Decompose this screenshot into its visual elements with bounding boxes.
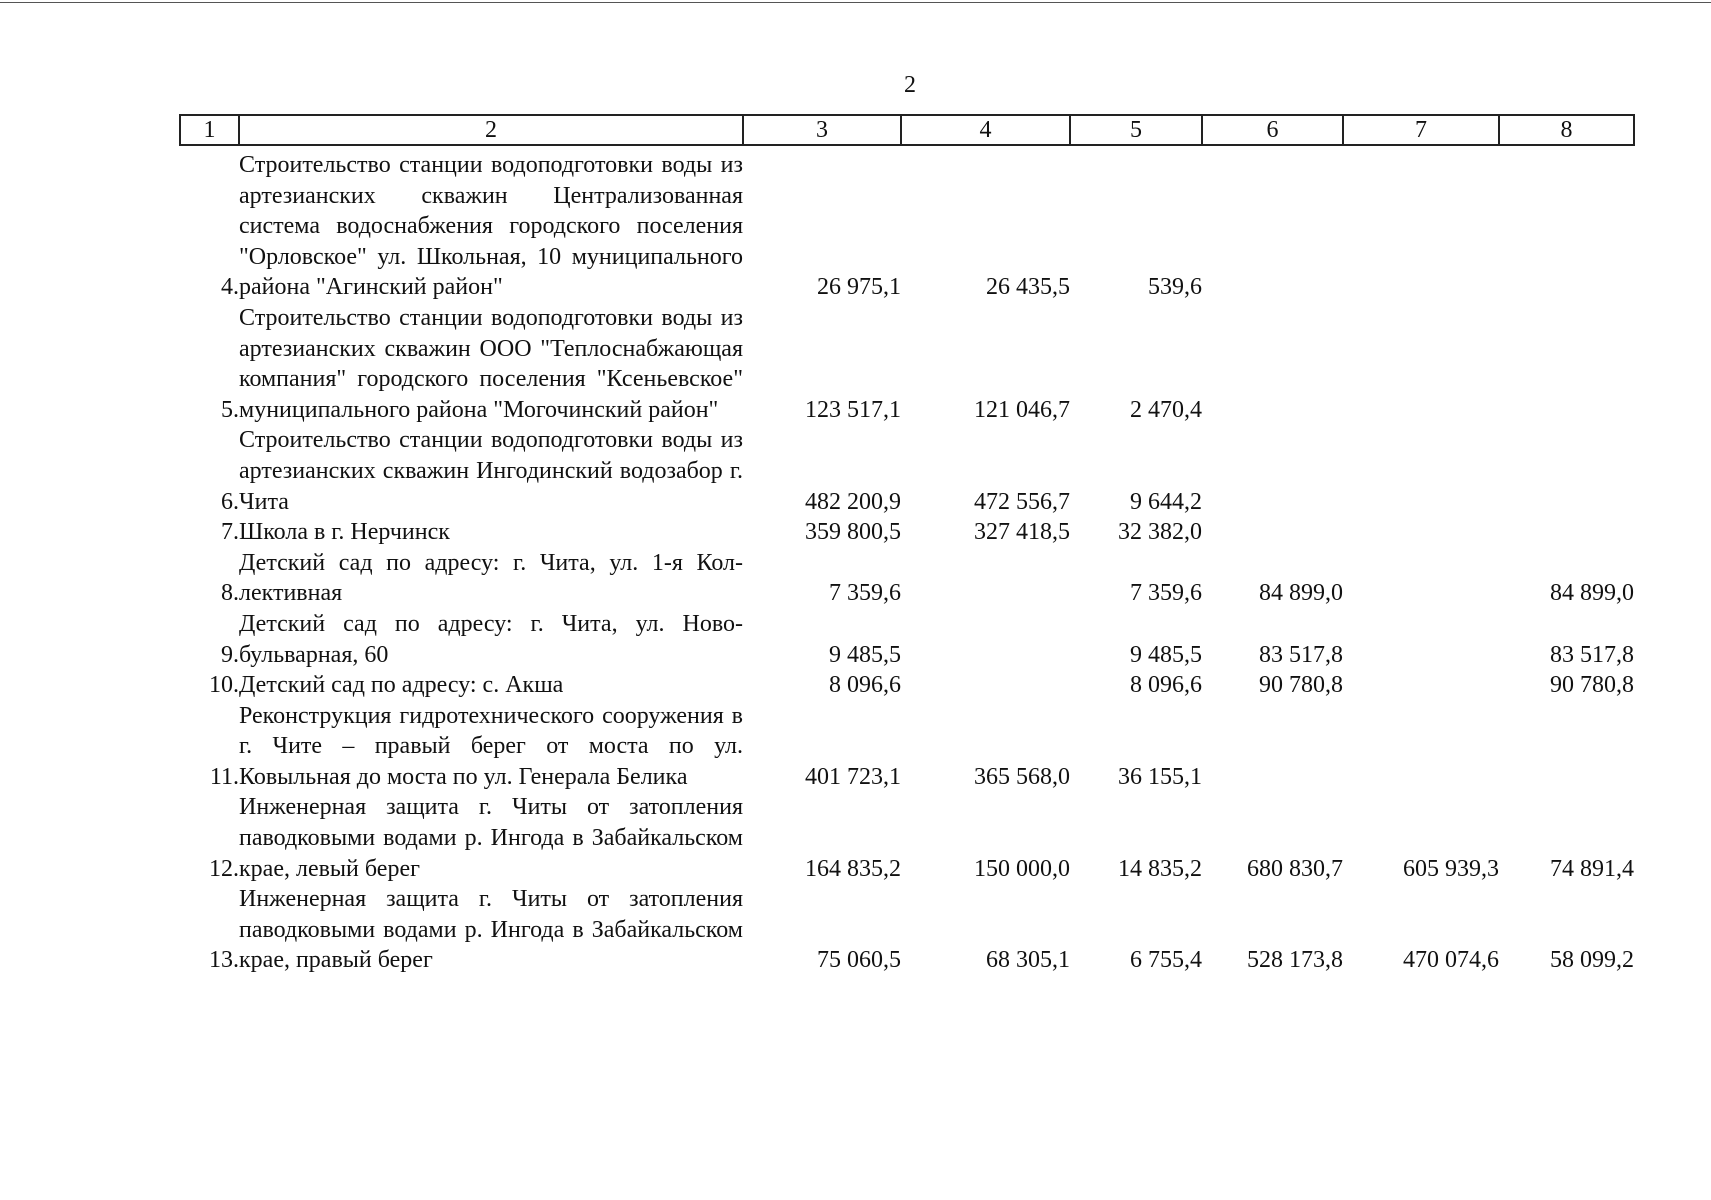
col-3-value: 164 835,2 bbox=[805, 855, 901, 882]
col-6-value bbox=[1202, 145, 1343, 303]
col-6-value: 90 780,8 bbox=[1259, 672, 1343, 699]
col-3-value: 123 517,1 bbox=[805, 396, 901, 423]
column-header: 1 bbox=[180, 115, 239, 145]
column-header: 6 bbox=[1202, 115, 1343, 145]
col-6-value: 84 899,0 bbox=[1259, 580, 1343, 607]
col-5-value: 8 096,6 bbox=[1130, 672, 1202, 699]
table-row bbox=[180, 517, 1634, 548]
col-7-value bbox=[1343, 609, 1499, 670]
column-header: 2 bbox=[239, 115, 743, 145]
row-number: 7. bbox=[221, 519, 239, 546]
col-7-value: 605 939,3 bbox=[1403, 855, 1499, 882]
project-name: Инженерная защита г. Читы от затопления паводковыми водами р. Ингода в Забайкальском крае, левый берег bbox=[239, 794, 743, 882]
table-row bbox=[180, 792, 1634, 884]
col-7-value bbox=[1343, 145, 1499, 303]
col-3-value: 9 485,5 bbox=[829, 641, 901, 668]
col-6-value: 83 517,8 bbox=[1259, 641, 1343, 668]
col-6-value bbox=[1202, 303, 1343, 425]
col-5-value: 14 835,2 bbox=[1118, 855, 1202, 882]
col-7-value bbox=[1343, 548, 1499, 609]
col-5-value: 6 755,4 bbox=[1130, 947, 1202, 974]
col-8-value: 74 891,4 bbox=[1550, 855, 1634, 882]
table-row bbox=[180, 548, 1634, 609]
col-4-value: 327 418,5 bbox=[974, 519, 1070, 546]
col-4-value: 365 568,0 bbox=[974, 763, 1070, 790]
col-5-value: 7 359,6 bbox=[1130, 580, 1202, 607]
table-row bbox=[180, 425, 1634, 517]
col-7-value bbox=[1343, 303, 1499, 425]
col-5-value: 539,6 bbox=[1148, 274, 1202, 301]
col-7-value: 470 074,6 bbox=[1403, 947, 1499, 974]
column-header: 5 bbox=[1070, 115, 1202, 145]
col-8-value: 90 780,8 bbox=[1550, 672, 1634, 699]
project-name: Строительство станции водоподготовки воды из артезианских скважин Ингодинский водозабор г. Чита bbox=[239, 427, 743, 515]
project-name: Детский сад по адресу: с. Акша bbox=[239, 672, 564, 699]
page-number: 2 bbox=[904, 72, 916, 98]
row-number: 12. bbox=[209, 855, 239, 882]
table-row bbox=[180, 145, 1634, 303]
col-8-value bbox=[1499, 517, 1634, 548]
project-name: Реконструкция гидротехнического сооружения в г. Чите – правый берег от моста по ул. Ковыльная до моста по ул. Генерала Белика bbox=[239, 702, 743, 790]
col-8-value bbox=[1499, 303, 1634, 425]
col-8-value bbox=[1499, 701, 1634, 793]
col-3-value: 26 975,1 bbox=[817, 274, 901, 301]
row-number: 5. bbox=[221, 396, 239, 423]
col-7-value bbox=[1343, 517, 1499, 548]
row-number: 6. bbox=[221, 488, 239, 515]
budget-table bbox=[179, 114, 1635, 976]
col-5-value: 9 485,5 bbox=[1130, 641, 1202, 668]
col-3-value: 482 200,9 bbox=[805, 488, 901, 515]
col-4-value: 121 046,7 bbox=[974, 396, 1070, 423]
col-5-value: 36 155,1 bbox=[1118, 763, 1202, 790]
col-5-value: 2 470,4 bbox=[1130, 396, 1202, 423]
project-name: Школа в г. Нерчинск bbox=[239, 519, 450, 546]
col-6-value bbox=[1202, 425, 1343, 517]
col-8-value: 83 517,8 bbox=[1550, 641, 1634, 668]
col-4-value bbox=[901, 670, 1070, 701]
column-header: 7 bbox=[1343, 115, 1499, 145]
column-header: 8 bbox=[1499, 115, 1634, 145]
col-4-value: 150 000,0 bbox=[974, 855, 1070, 882]
col-7-value bbox=[1343, 670, 1499, 701]
table-row bbox=[180, 670, 1634, 701]
col-5-value: 9 644,2 bbox=[1130, 488, 1202, 515]
col-8-value bbox=[1499, 425, 1634, 517]
project-name: Детский сад по адресу: г. Чита, ул. 1-я Коллективная bbox=[239, 549, 743, 607]
row-number: 8. bbox=[221, 580, 239, 607]
row-number: 10. bbox=[209, 672, 239, 699]
row-number: 11. bbox=[209, 763, 239, 790]
col-3-value: 7 359,6 bbox=[829, 580, 901, 607]
col-3-value: 359 800,5 bbox=[805, 519, 901, 546]
col-5-value: 32 382,0 bbox=[1118, 519, 1202, 546]
table-row bbox=[180, 884, 1634, 976]
col-3-value: 75 060,5 bbox=[817, 947, 901, 974]
col-6-value: 680 830,7 bbox=[1247, 855, 1343, 882]
col-4-value: 26 435,5 bbox=[986, 274, 1070, 301]
project-name: Строительство станции водоподготовки воды из артезианских скважин Централизованная система водоснабжения городского поселения "Орловское" ул. Школьная, 10 муниципального района "Агинский район" bbox=[239, 152, 743, 301]
table-row bbox=[180, 701, 1634, 793]
table-row bbox=[180, 609, 1634, 670]
col-4-value bbox=[901, 609, 1070, 670]
row-number: 4. bbox=[221, 274, 239, 301]
col-3-value: 8 096,6 bbox=[829, 672, 901, 699]
project-name: Детский сад по адресу: г. Чита, ул. Новобульварная, 60 bbox=[239, 610, 743, 668]
col-4-value: 472 556,7 bbox=[974, 488, 1070, 515]
column-header: 3 bbox=[743, 115, 901, 145]
row-number: 9. bbox=[221, 641, 239, 668]
column-number-row bbox=[180, 115, 1634, 145]
col-8-value: 58 099,2 bbox=[1550, 947, 1634, 974]
col-7-value bbox=[1343, 425, 1499, 517]
row-number: 13. bbox=[209, 947, 239, 974]
col-8-value: 84 899,0 bbox=[1550, 580, 1634, 607]
col-6-value: 528 173,8 bbox=[1247, 947, 1343, 974]
col-7-value bbox=[1343, 701, 1499, 793]
col-4-value bbox=[901, 548, 1070, 609]
project-name: Инженерная защита г. Читы от затопления паводковыми водами р. Ингода в Забайкальском крае, правый берег bbox=[239, 886, 743, 974]
col-3-value: 401 723,1 bbox=[805, 763, 901, 790]
project-name: Строительство станции водоподготовки воды из артезианских скважин ООО "Теплоснабжающая компания" городского поселения "Ксеньевское" муниципального района "Могочинский район" bbox=[239, 304, 743, 423]
table-row bbox=[180, 303, 1634, 425]
col-4-value: 68 305,1 bbox=[986, 947, 1070, 974]
scan-top-edge-line bbox=[0, 2, 1711, 3]
col-6-value bbox=[1202, 701, 1343, 793]
col-8-value bbox=[1499, 145, 1634, 303]
column-header: 4 bbox=[901, 115, 1070, 145]
col-6-value bbox=[1202, 517, 1343, 548]
